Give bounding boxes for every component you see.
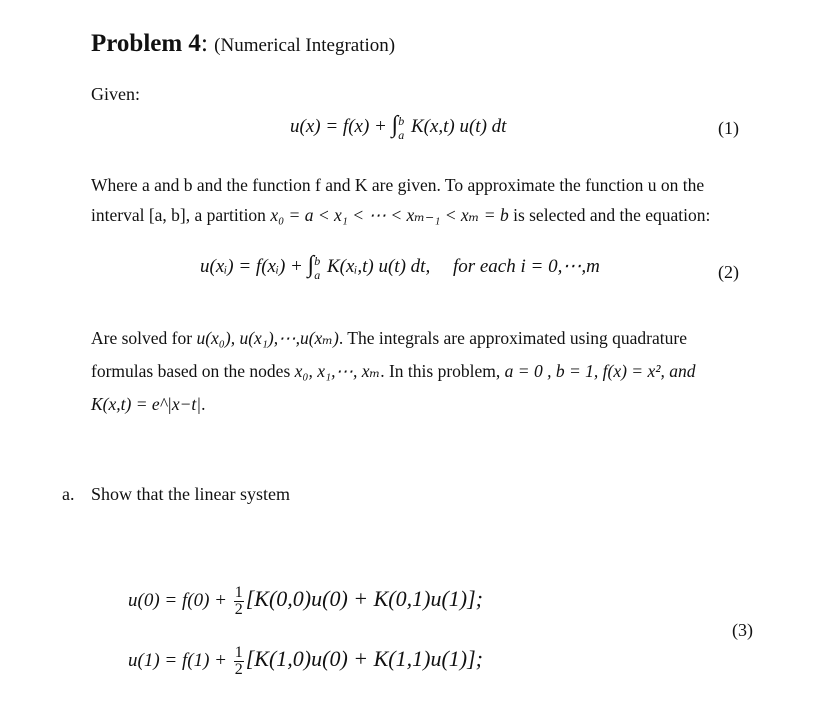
integral-sign: ∫ [307,252,315,278]
equation-2-number: (2) [718,262,739,282]
half-fraction [234,585,244,618]
fraction-numerator: 1 [234,644,243,661]
part-a [62,484,290,505]
part-a-label: a. [62,484,75,504]
eq1-body: K(x,t) u(t) dt [406,116,507,137]
kernel-formula: K(x,t) = e^|x−t| [91,394,202,414]
fraction-denominator: 2 [234,661,243,678]
para2-line2-pre: formulas based on the nodes [91,361,295,381]
eq1-lhs: u(x) = f(x) + [290,116,392,137]
equation-3-row-1 [128,585,483,618]
eq2-lhs: u(xᵢ) = f(xᵢ) + [200,256,308,277]
eq1-upper-limit: b [398,113,405,128]
equation-1-number: (1) [718,118,739,138]
eq2-limits [314,254,320,282]
eq3-row1-lhs: u(0) = f(0) + [128,589,232,611]
para2-line3 [91,388,696,421]
part-a-text: Show that the linear system [91,484,290,504]
partition-formula: x₀ = a < x₁ < ⋯ < xₘ₋₁ < xₘ = b [270,205,509,225]
para1-line2-pre: interval [a, b], a partition [91,205,271,225]
params-formula: a = 0 , b = 1, f(x) = x², and [504,361,696,381]
unknowns-formula: u(x₀), u(x₁),⋯,u(xₘ) [196,328,339,348]
para1-line2 [91,200,710,230]
paragraph-1 [91,170,710,230]
eq2-condition: for each i = 0,⋯,m [452,256,600,277]
half-fraction [234,645,244,678]
para2-line1 [91,322,696,355]
para2-line2-mid: . In this problem, [380,361,505,381]
problem-number: Problem 4 [91,30,201,57]
problem-title [91,30,395,58]
given-label: Given: [91,84,140,104]
para2-line2 [91,355,696,388]
para1-line2-post: is selected and the equation: [508,205,711,225]
equation-3-row-2 [128,645,483,678]
kernel-period: . [201,394,206,414]
eq1-limits [398,114,404,142]
eq3-row2-rhs: [K(1,0)u(0) + K(1,1)u(1)]; [245,645,483,671]
eq3-row2-lhs: u(1) = f(1) + [128,649,232,671]
eq3-row1-rhs: [K(0,0)u(0) + K(0,1)u(1)]; [245,585,483,611]
eq2-upper-limit: b [314,253,321,268]
eq2-lower-limit: a [314,267,321,282]
fraction-numerator: 1 [234,584,243,601]
title-colon: : [200,30,208,57]
nodes-formula: x₀, x₁,⋯, xₘ [294,361,381,381]
integral-sign: ∫ [391,112,399,138]
equation-1 [290,112,506,142]
problem-subtitle: (Numerical Integration) [214,35,396,56]
equation-3-number: (3) [732,620,753,640]
para1-line1: Where a and b and the function f and K are given. To approximate the function u on the [91,175,705,195]
paragraph-2 [91,322,696,421]
para2-line1-post: . The integrals are approximated using quadrature [338,328,687,348]
para2-line1-pre: Are solved for [91,328,197,348]
eq2-body: K(xᵢ,t) u(t) dt, [322,256,431,277]
fraction-denominator: 2 [234,601,243,618]
eq1-lower-limit: a [398,127,405,142]
equation-2 [200,252,600,282]
